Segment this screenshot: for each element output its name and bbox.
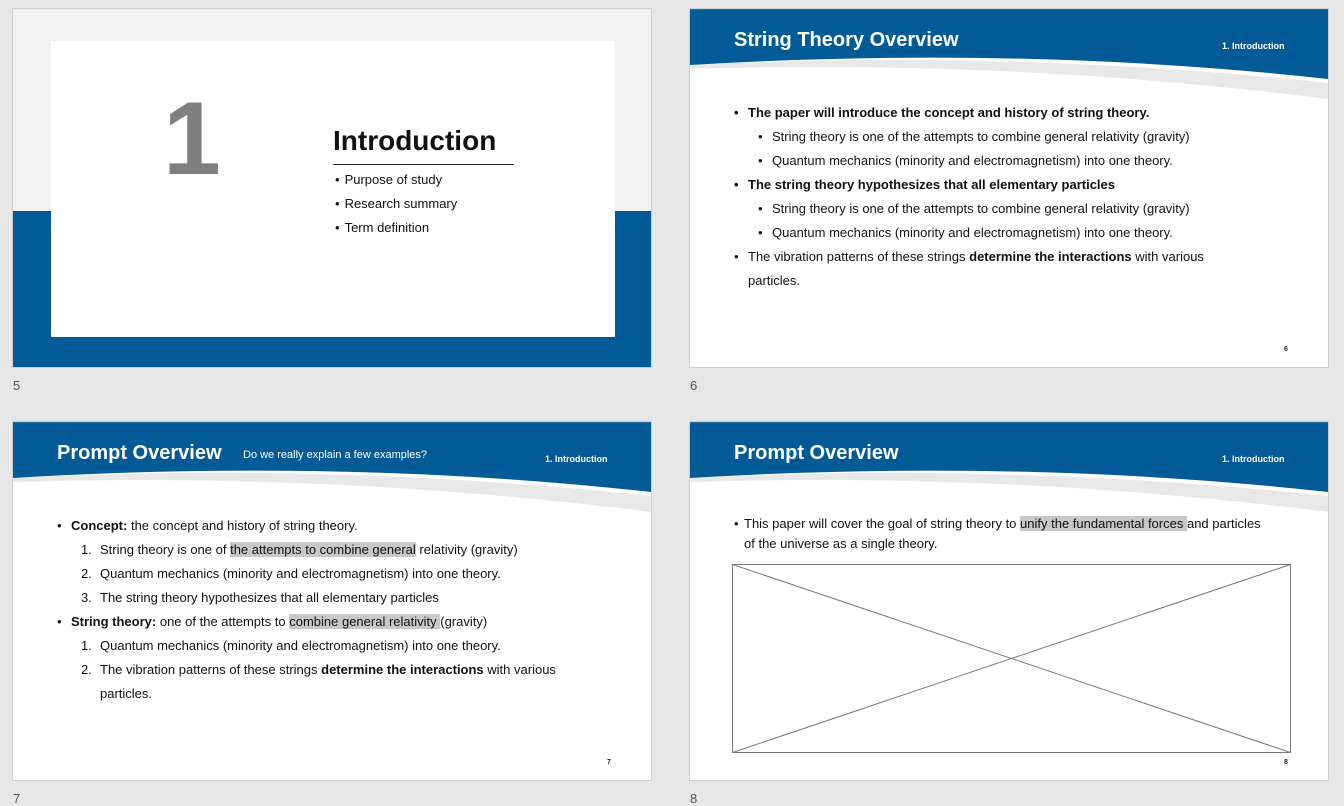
slide-thumbnail-6[interactable] — [689, 8, 1329, 368]
slide-subtitle: Do we really explain a few examples? — [243, 449, 428, 461]
slide-title: Prompt Overview — [57, 442, 222, 464]
numbered-item: 1. String theory is one of the attempts to combine general relativity (gravity) — [81, 542, 518, 557]
numbered-item: 2. The vibration patterns of these strings determine the interactions with various — [81, 662, 556, 677]
numbered-item: 1. Quantum mechanics (minority and electromagnetism) into one theory. — [81, 638, 501, 653]
bullet-item: • This paper will cover the goal of string theory to unify the fundamental forces and particles — [734, 516, 1261, 531]
bullet-item: • String theory: one of the attempts to combine general relativity (gravity) — [57, 614, 488, 629]
sub-bullet-item: • String theory is one of the attempts to combine general relativity (gravity) — [758, 129, 1190, 144]
section-item: • Term definition — [335, 219, 457, 243]
bullet-item: • The vibration patterns of these strings determine the interactions with various — [734, 249, 1204, 264]
numbered-item-continuation: particles. — [100, 686, 153, 701]
page-number: 6 — [1284, 346, 1288, 353]
page-number: 8 — [1284, 759, 1288, 766]
slide-title: Prompt Overview — [734, 442, 899, 464]
numbered-item: 2. Quantum mechanics (minority and electromagnetism) into one theory. — [81, 566, 501, 581]
sub-bullet-item: • String theory is one of the attempts to combine general relativity (gravity) — [758, 201, 1190, 216]
slide-thumbnail-7[interactable] — [12, 421, 652, 781]
slide-number-label: 7 — [13, 791, 21, 806]
sub-bullet-item: • Quantum mechanics (minority and electromagnetism) into one theory. — [758, 225, 1173, 240]
bullet-item: • The paper will introduce the concept and history of string theory. — [734, 105, 1150, 120]
page-number: 7 — [607, 759, 611, 766]
slide-number-label: 5 — [13, 378, 21, 393]
section-label: 1. Introduction — [1222, 454, 1285, 464]
slide-body — [734, 514, 1314, 554]
slide-number-label: 6 — [690, 378, 698, 393]
section-item-list — [335, 171, 457, 243]
slide-thumbnail-5[interactable] — [12, 8, 652, 368]
image-placeholder-icon — [732, 564, 1292, 754]
section-number: 1 — [163, 81, 221, 197]
slide-body — [57, 514, 637, 706]
slide-title: String Theory Overview — [734, 29, 959, 51]
bullet-continuation: particles. — [748, 273, 801, 288]
bullet-item: • The string theory hypothesizes that all elementary particles — [734, 177, 1115, 192]
bullet-continuation: of the universe as a single theory. — [744, 536, 938, 551]
slide-body — [734, 101, 1314, 293]
title-underline — [333, 164, 514, 165]
section-label: 1. Introduction — [1222, 41, 1285, 51]
section-item: • Purpose of study — [335, 171, 457, 195]
section-label: 1. Introduction — [545, 454, 608, 464]
numbered-item: 3. The string theory hypothesizes that all elementary particles — [81, 590, 439, 605]
slide-thumbnail-8[interactable] — [689, 421, 1329, 781]
bullet-item: • Concept: the concept and history of string theory. — [57, 518, 358, 533]
slide-number-label: 8 — [690, 791, 698, 806]
slide-content-card — [51, 41, 615, 337]
sub-bullet-item: • Quantum mechanics (minority and electromagnetism) into one theory. — [758, 153, 1173, 168]
section-item: • Research summary — [335, 195, 457, 219]
section-title: Introduction — [333, 125, 497, 156]
